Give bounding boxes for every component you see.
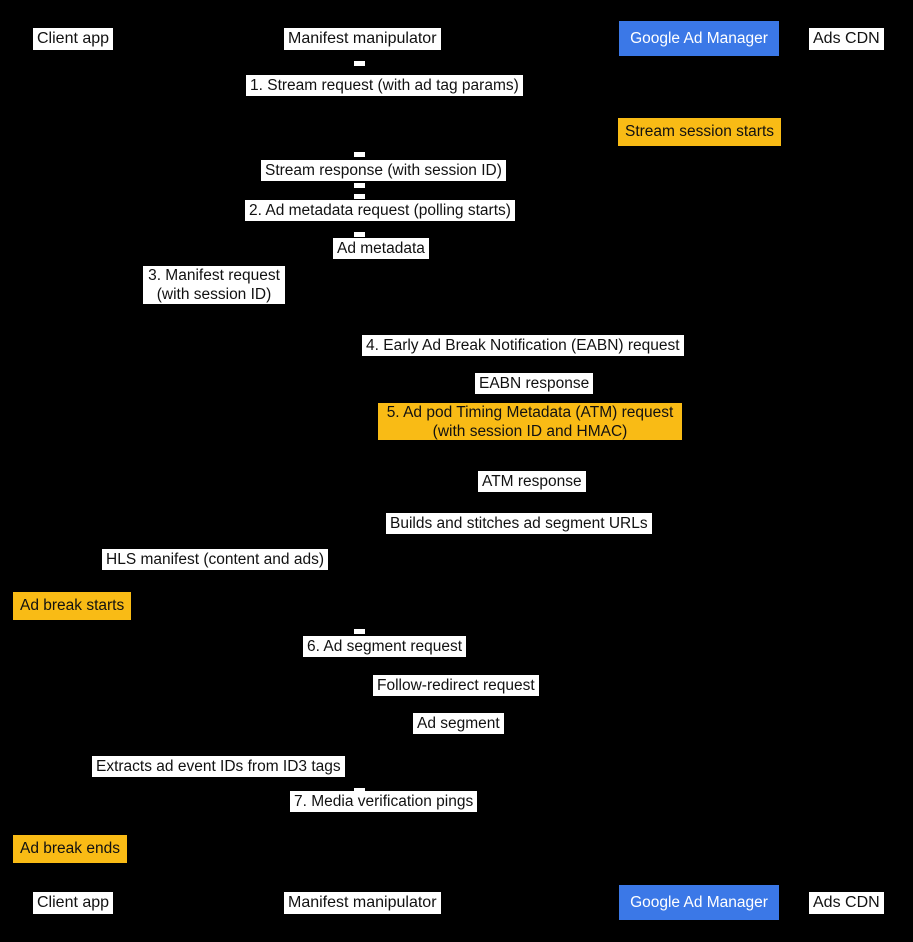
message-ad-segment-request: 6. Ad segment request	[303, 636, 466, 657]
note-ad-break-starts: Ad break starts	[13, 592, 131, 620]
lifeline-dash	[354, 194, 365, 199]
lifeline-dash	[354, 61, 365, 66]
lifeline-dash	[354, 152, 365, 157]
note-atm-request-line2: (with session ID and HMAC)	[432, 423, 628, 440]
note-stream-session-starts: Stream session starts	[618, 118, 781, 146]
message-hls-manifest: HLS manifest (content and ads)	[102, 549, 328, 570]
message-extracts-ids: Extracts ad event IDs from ID3 tags	[92, 756, 345, 777]
message-ad-metadata-request: 2. Ad metadata request (polling starts)	[245, 200, 515, 221]
message-stream-request: 1. Stream request (with ad tag params)	[246, 75, 523, 96]
message-follow-redirect: Follow-redirect request	[373, 675, 539, 696]
actor-ads-cdn-top: Ads CDN	[809, 28, 884, 50]
message-ad-metadata: Ad metadata	[333, 238, 429, 259]
note-ad-break-ends: Ad break ends	[13, 835, 127, 863]
actor-manifest-manipulator-top: Manifest manipulator	[284, 28, 441, 50]
note-atm-request	[378, 403, 682, 440]
lifeline-dash	[354, 232, 365, 237]
message-eabn-request: 4. Early Ad Break Notification (EABN) request	[362, 335, 684, 356]
actor-google-ad-manager-top: Google Ad Manager	[619, 21, 779, 56]
message-eabn-response: EABN response	[475, 373, 593, 394]
actor-google-ad-manager-bottom: Google Ad Manager	[619, 885, 779, 920]
message-atm-response: ATM response	[478, 471, 586, 492]
message-ad-segment: Ad segment	[413, 713, 504, 734]
message-builds-stitches: Builds and stitches ad segment URLs	[386, 513, 652, 534]
actor-manifest-manipulator-bottom: Manifest manipulator	[284, 892, 441, 914]
message-manifest-request	[143, 266, 285, 304]
message-manifest-request-line2: (with session ID)	[156, 286, 272, 303]
actor-client-app-top: Client app	[33, 28, 113, 50]
message-media-verification-pings: 7. Media verification pings	[290, 791, 477, 812]
note-atm-request-line1: 5. Ad pod Timing Metadata (ATM) request	[386, 404, 674, 421]
lifeline-dash	[354, 183, 365, 188]
message-manifest-request-line1: 3. Manifest request	[148, 267, 280, 284]
actor-client-app-bottom: Client app	[33, 892, 113, 914]
lifeline-dash	[354, 629, 365, 634]
message-stream-response: Stream response (with session ID)	[261, 160, 506, 181]
actor-ads-cdn-bottom: Ads CDN	[809, 892, 884, 914]
